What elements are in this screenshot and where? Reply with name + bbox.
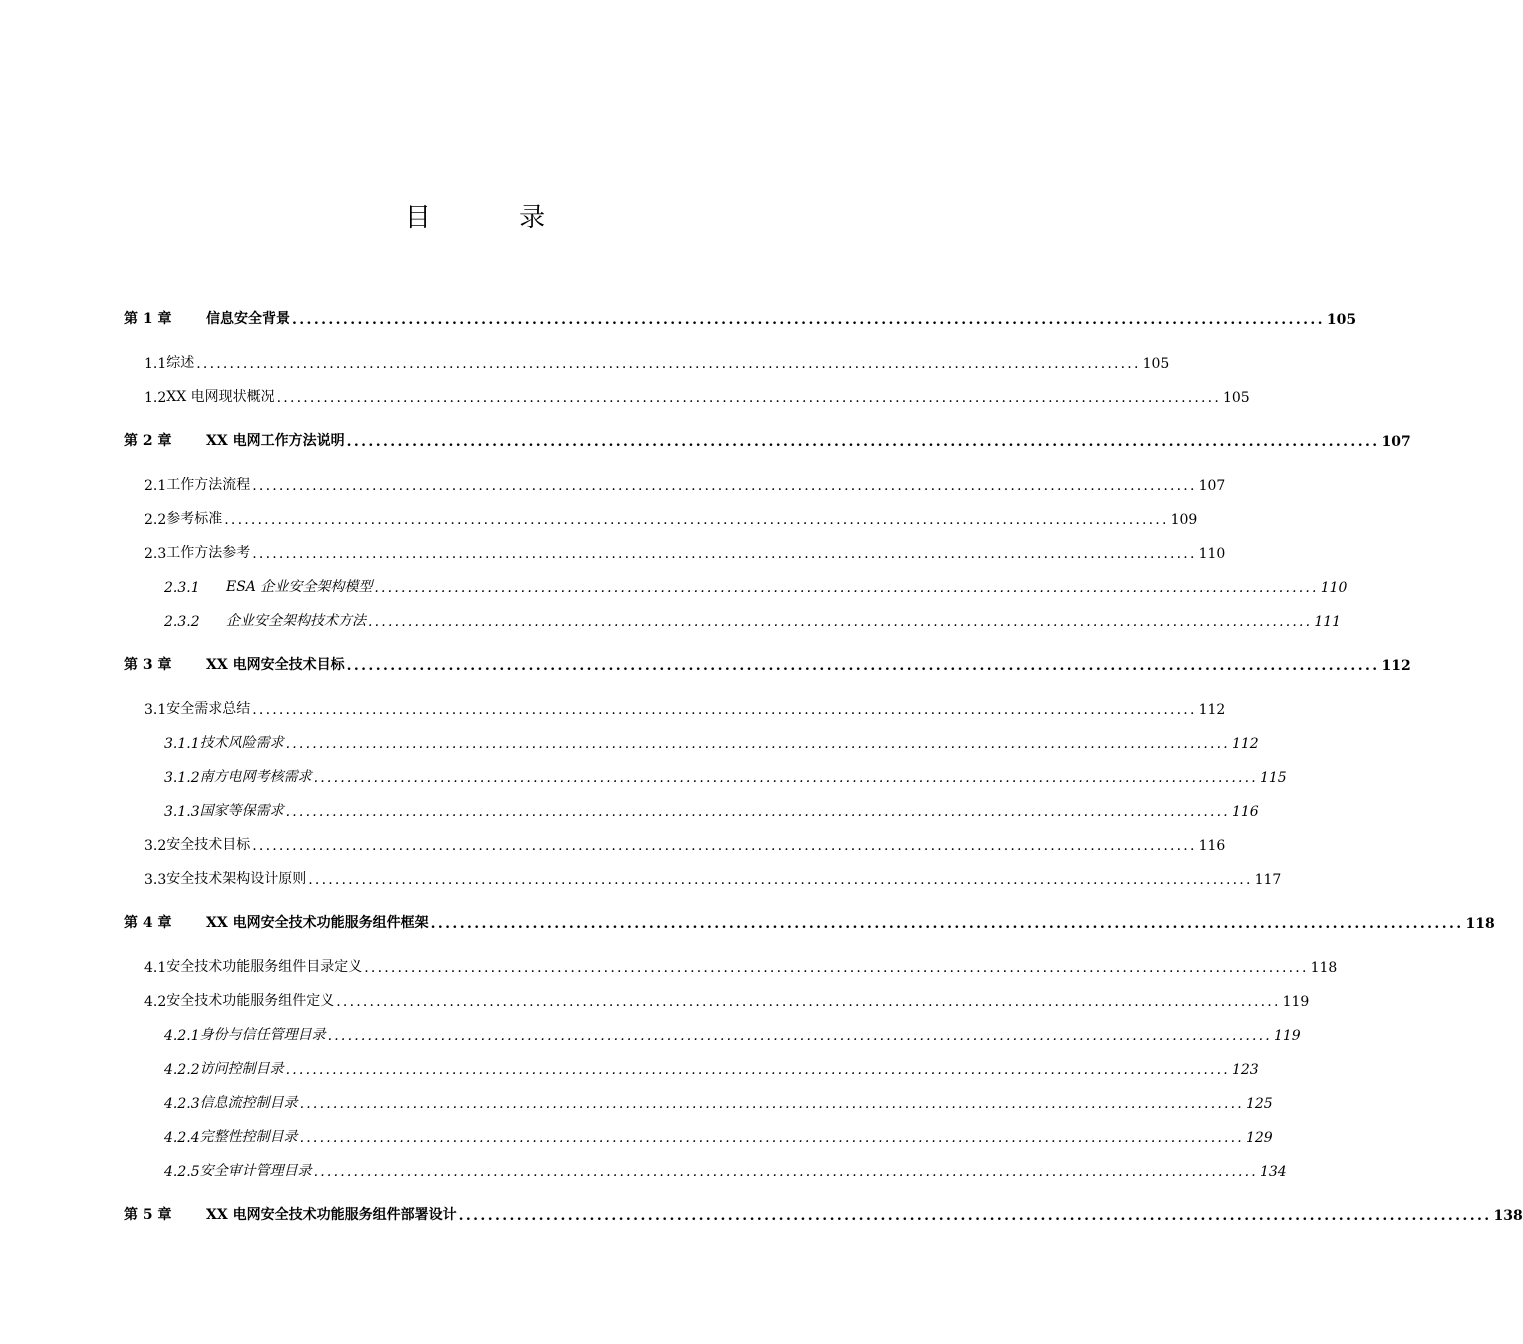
toc-entry-title: 综述 [166,355,195,371]
toc-entry-title: 安全技术架构设计原则 [166,871,307,887]
toc-entry-page: 105 [1326,312,1357,328]
toc-entry-chapter-3[interactable] [124,650,1411,674]
toc-entry-number: 4.2.4 [164,1130,200,1146]
toc-entry-1-1[interactable] [124,348,1170,372]
toc-entry-page: 110 [1198,546,1226,562]
toc-entry-title: 安全审计管理目录 [199,1163,312,1179]
toc-entry-2-3-2[interactable] [124,606,1342,630]
toc-entry-2-3[interactable] [124,538,1226,562]
toc-entry-page: 118 [1310,960,1338,976]
toc-leader-dots: .............................................................................................................................................. [299,1130,1244,1146]
toc-entry-3-3[interactable] [124,864,1282,888]
toc-entry-number: 2.3.1 [164,580,200,596]
toc-entry-page: 115 [1259,770,1287,786]
toc-entry-number: 第 5 章 [124,1207,172,1223]
toc-entry-page: 109 [1170,512,1198,528]
toc-entry-number: 3.1.3 [164,804,200,820]
toc-entry-number: 1.1 [144,356,167,372]
toc-leader-dots: .............................................................................................................................................. [313,1164,1258,1180]
toc-leader-dots: .............................................................................................................................................. [285,804,1230,820]
toc-entry-page: 105 [1222,390,1250,406]
toc-entry-number: 3.2 [144,838,167,854]
toc-entry-number: 4.2.2 [164,1062,200,1078]
toc-entry-number: 2.3.2 [164,614,200,630]
toc-entry-title: 信息流控制目录 [199,1095,298,1111]
toc-entry-title: 信息安全背景 [206,311,290,327]
toc-entry-title: 南方电网考核需求 [199,769,312,785]
toc-entry-2-1[interactable] [124,470,1226,494]
toc-entry-number: 3.1 [144,702,167,718]
toc-entry-chapter-4[interactable] [124,908,1495,932]
toc-leader-dots: .............................................................................................................................................. [285,736,1230,752]
toc-entry-title: 安全技术功能服务组件定义 [166,993,335,1009]
toc-leader-dots: .............................................................................................................................................. [276,390,1221,406]
toc-leader-dots: .............................................................................................................................................. [224,512,1169,528]
toc-entry-number: 2.3 [144,546,167,562]
toc-leader-dots: .............................................................................................................................................. [327,1028,1272,1044]
toc-entry-title: ESA 企业安全架构模型 [226,579,373,595]
toc-entry-title: 工作方法参考 [166,545,251,561]
toc-entry-number: 第 2 章 [124,433,172,449]
toc-leader-dots: .............................................................................................................................................. [252,478,1197,494]
toc-entry-number: 3.1.1 [164,736,200,752]
toc-entry-number: 1.2 [144,390,167,406]
toc-entry-title: 身份与信任管理目录 [199,1027,326,1043]
toc-entry-chapter-1[interactable] [124,304,1357,328]
toc-entry-number: 第 3 章 [124,657,172,673]
toc-entry-number: 4.2 [144,994,167,1010]
toc-leader-dots: .............................................................................................................................................. [346,434,1380,450]
toc-entry-3-1[interactable] [124,694,1226,718]
toc-entry-page: 119 [1273,1028,1301,1044]
toc-entry-4-2-5[interactable] [124,1156,1287,1180]
toc-entry-page: 117 [1254,872,1282,888]
toc-entry-title: 访问控制目录 [199,1061,284,1077]
toc-entry-number: 4.2.5 [164,1164,200,1180]
toc-entry-title: 技术风险需求 [199,735,284,751]
toc-leader-dots: .............................................................................................................................................. [346,658,1380,674]
toc-entry-page: 107 [1198,478,1226,494]
toc-entry-title: XX 电网安全技术目标 [206,657,345,673]
toc-entry-page: 105 [1142,356,1170,372]
toc-entry-4-2[interactable] [124,986,1310,1010]
toc-entry-page: 125 [1245,1096,1273,1112]
toc-entry-title: 国家等保需求 [199,803,284,819]
toc-leader-dots: .............................................................................................................................................. [374,580,1319,596]
toc-leader-dots: .............................................................................................................................................. [430,916,1464,932]
toc-entry-4-1[interactable] [124,952,1338,976]
toc-entry-chapter-5[interactable] [124,1200,1523,1224]
toc-entry-page: 111 [1314,614,1342,630]
toc-entry-4-2-4[interactable] [124,1122,1273,1146]
toc-entry-number: 2.2 [144,512,167,528]
toc-entry-number: 4.1 [144,960,167,976]
toc-entry-3-2[interactable] [124,830,1226,854]
toc-entry-number: 4.2.3 [164,1096,200,1112]
toc-leader-dots: .............................................................................................................................................. [368,614,1313,630]
toc-entry-page: 116 [1198,838,1226,854]
toc-entry-page: 112 [1198,702,1226,718]
toc-leader-dots: .............................................................................................................................................. [252,546,1197,562]
toc-entry-3-1-1[interactable] [124,728,1259,752]
toc-leader-dots: .............................................................................................................................................. [292,312,1325,328]
toc-entry-number: 第 1 章 [124,311,172,327]
toc-entry-title: XX 电网安全技术功能服务组件框架 [206,915,429,931]
toc-leader-dots: .............................................................................................................................................. [299,1096,1244,1112]
toc-entry-page: 129 [1245,1130,1273,1146]
toc-entry-title: 工作方法流程 [166,477,251,493]
toc-entry-title: 参考标准 [166,511,223,527]
toc-entry-title: 安全技术功能服务组件目录定义 [166,959,363,975]
toc-entry-4-2-1[interactable] [124,1020,1301,1044]
toc-entry-page: 110 [1320,580,1348,596]
toc-entry-title: XX 电网现状概况 [166,389,275,405]
toc-leader-dots: .............................................................................................................................................. [336,994,1281,1010]
toc-entry-number: 4.2.1 [164,1028,200,1044]
toc-entry-title: 企业安全架构技术方法 [226,613,366,629]
toc-entry-page: 112 [1231,736,1259,752]
toc-entry-number: 2.1 [144,478,167,494]
toc-entry-page: 112 [1381,658,1411,674]
toc-entry-1-2[interactable] [124,382,1250,406]
toc-entry-chapter-2[interactable] [124,426,1411,450]
toc-entry-2-2[interactable] [124,504,1198,528]
toc-entry-page: 138 [1493,1208,1523,1224]
toc-entry-3-1-2[interactable] [124,762,1287,786]
toc-entry-number: 3.1.2 [164,770,200,786]
toc-entry-title: XX 电网工作方法说明 [206,433,345,449]
toc-entry-page: 119 [1282,994,1310,1010]
toc-entry-title: XX 电网安全技术功能服务组件部署设计 [206,1207,457,1223]
toc-entry-number: 第 4 章 [124,915,172,931]
toc-leader-dots: .............................................................................................................................................. [285,1062,1230,1078]
toc-entry-title: 完整性控制目录 [199,1129,298,1145]
toc-leader-dots: .............................................................................................................................................. [313,770,1258,786]
toc-entry-3-1-3[interactable] [124,796,1259,820]
toc-leader-dots: .............................................................................................................................................. [252,702,1197,718]
toc-heading: 目 录 [404,203,586,233]
toc-leader-dots: .............................................................................................................................................. [308,872,1253,888]
toc-entry-page: 116 [1231,804,1259,820]
toc-leader-dots: .............................................................................................................................................. [252,838,1197,854]
toc-leader-dots: .............................................................................................................................................. [196,356,1141,372]
toc-entry-page: 123 [1231,1062,1259,1078]
toc-leader-dots: .............................................................................................................................................. [458,1208,1492,1224]
toc-entry-page: 134 [1259,1164,1287,1180]
toc-entry-4-2-2[interactable] [124,1054,1259,1078]
toc-entry-2-3-1[interactable] [124,572,1348,596]
toc-entry-title: 安全技术目标 [166,837,251,853]
toc-leader-dots: .............................................................................................................................................. [364,960,1309,976]
toc-entry-page: 118 [1465,916,1495,932]
toc-entry-number: 3.3 [144,872,167,888]
toc-entry-4-2-3[interactable] [124,1088,1273,1112]
toc-entry-title: 安全需求总结 [166,701,251,717]
toc-entry-page: 107 [1381,434,1411,450]
